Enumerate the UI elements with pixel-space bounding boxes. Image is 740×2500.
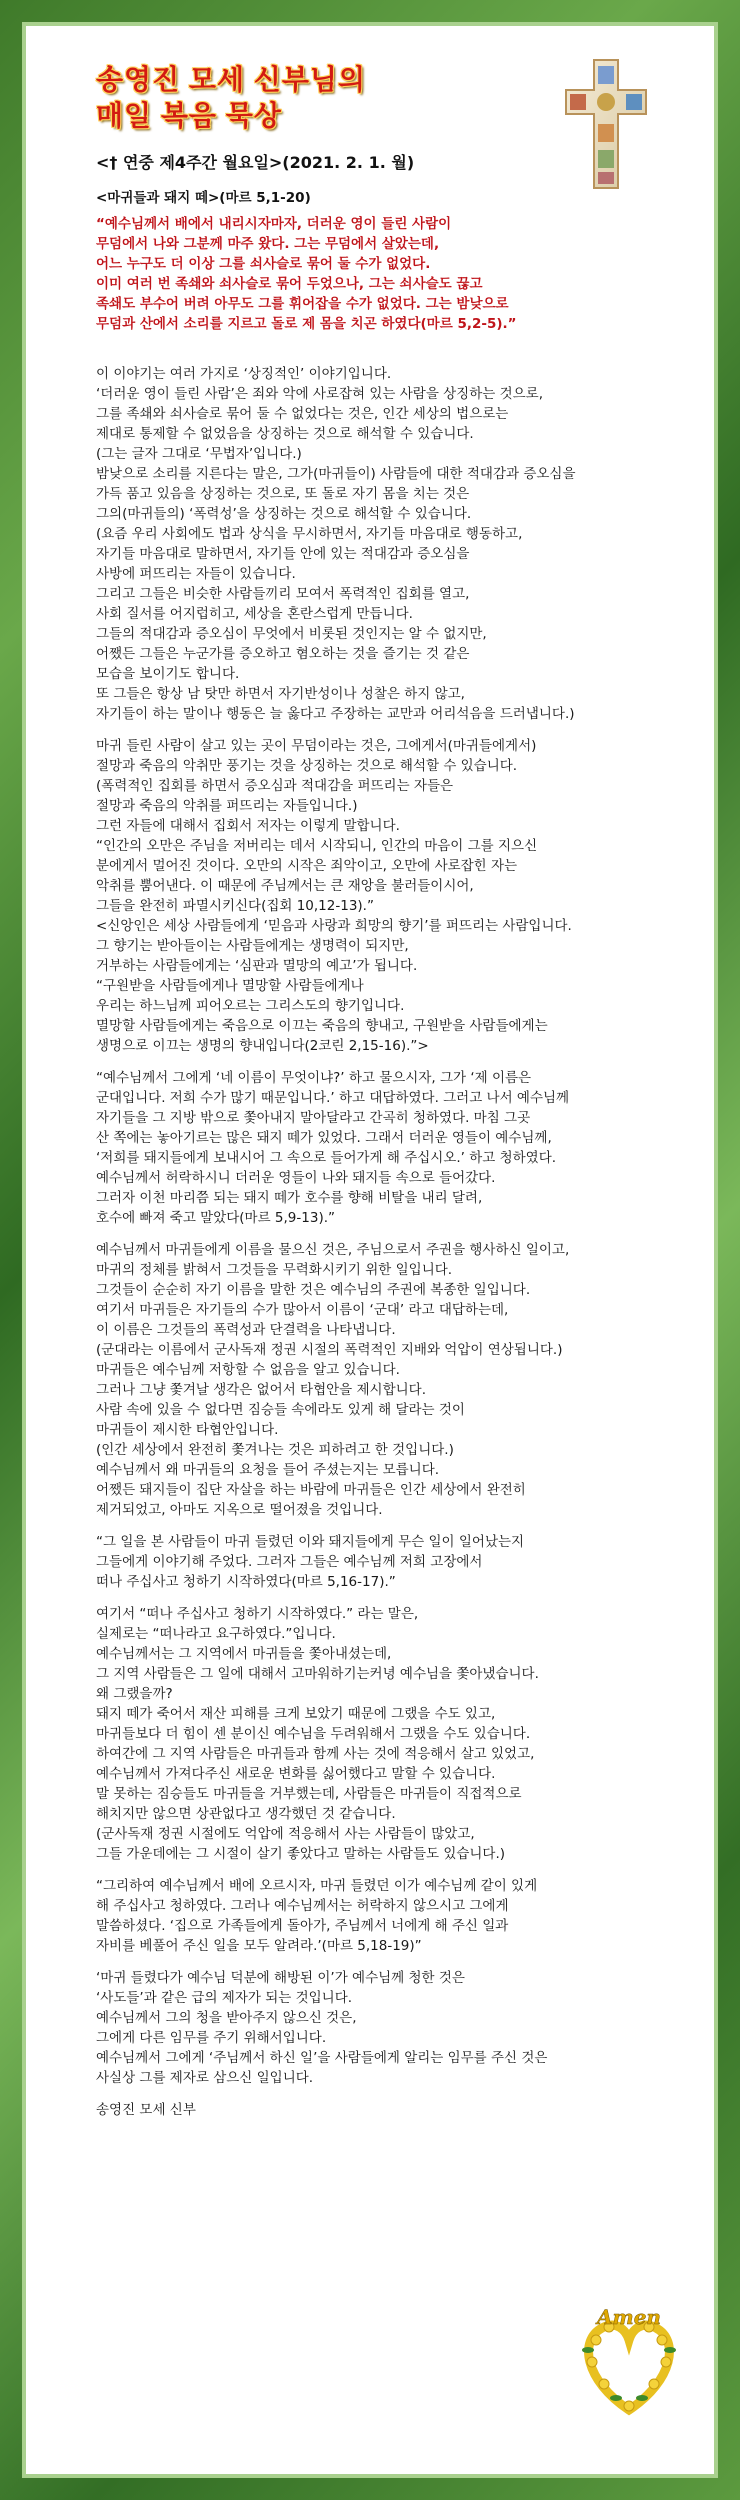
meditation-paragraph [96,1532,616,1592]
meditation-paragraph [96,1604,616,1864]
paragraph-line: 마귀 들린 사람이 살고 있는 곳이 무덤이라는 것은, 그에게서(마귀들에게서) [96,738,537,754]
paragraph-line: 예수님께서 가져다주신 새로운 변화를 싫어했다고 말할 수 있습니다. [96,1766,496,1782]
paragraph-line: 어쨌든 그들은 누군가를 증오하고 혐오하는 것을 즐기는 것 같은 [96,646,470,662]
paragraph-line: 군대입니다. 저희 수가 많기 때문입니다.’ 하고 대답하였다. 그러고 나서 예수님께 [96,1090,570,1106]
quote-line: 무덤에서 나와 그분께 마주 왔다. 그는 무덤에서 살았는데, [96,236,440,252]
paragraph-line: 예수님께서는 그 지역에서 마귀들을 쫓아내셨는데, [96,1646,392,1662]
meditation-paragraph [96,1968,616,2088]
paragraph-line: 멸망할 사람들에게는 죽음으로 이끄는 죽음의 향내고, 구원받을 사람들에게는 [96,1018,548,1034]
paragraph-line: 그리고 그들은 비슷한 사람들끼리 모여서 폭력적인 집회를 열고, [96,586,470,602]
paragraph-line: 말씀하셨다. ‘집으로 가족들에게 돌아가, 주님께서 너에게 해 주신 일과 [96,1918,509,1934]
page-title [96,62,366,134]
quote-line: 이미 여러 번 족쇄와 쇠사슬로 묶어 두었으나, 그는 쇠사슬도 끊고 [96,276,483,292]
paragraph-line: (요즘 우리 사회에도 법과 상식을 무시하면서, 자기들 마음대로 행동하고, [96,526,523,542]
paragraph-line: 자기들을 그 지방 밖으로 쫓아내지 말아달라고 간곡히 청하였다. 마침 그곳 [96,1110,531,1126]
paragraph-line: 절망과 죽음의 악취만 풍기는 것을 상징하는 것으로 해석할 수 있습니다. [96,758,518,774]
paragraph-line: 가득 품고 있음을 상징하는 것으로, 또 돌로 자기 몸을 치는 것은 [96,486,470,502]
paragraph-line: 사실상 그를 제자로 삼으신 일입니다. [96,2070,314,2086]
paragraph-line: 왜 그랬을까? [96,1686,173,1702]
paragraph-line: (그는 글자 그대로 ‘무법자’입니다.) [96,446,302,462]
paragraph-line: 마귀들은 예수님께 저항할 수 없음을 알고 있습니다. [96,1362,400,1378]
paragraph-line: 자비를 베풀어 주신 일을 모두 알려라.’(마르 5,18-19)” [96,1938,422,1954]
paragraph-line: 그 지역 사람들은 그 일에 대해서 고마워하기는커녕 예수님을 쫓아냈습니다. [96,1666,539,1682]
paragraph-line: (폭력적인 집회를 하면서 증오심과 적대감을 퍼뜨리는 자들은 [96,778,454,794]
paragraph-line: 그러나 그냥 쫓겨날 생각은 없어서 타협안을 제시합니다. [96,1382,426,1398]
paragraph-line: 호수에 빠져 죽고 말았다(마르 5,9-13).” [96,1210,335,1226]
paragraph-line: ‘더러운 영이 들린 사람’은 죄와 악에 사로잡혀 있는 사람을 상징하는 것으로, [96,386,544,402]
paragraph-line: 그들을 완전히 파멸시키신다(집회 10,12-13).” [96,898,374,914]
paragraph-line: 이 이야기는 여러 가지로 ‘상징적인’ 이야기입니다. [96,366,392,382]
paragraph-line: 제대로 통제할 수 없었음을 상징하는 것으로 해석할 수 있습니다. [96,426,474,442]
paragraph-line: 돼지 떼가 죽어서 재산 피해를 크게 보았기 때문에 그랬을 수도 있고, [96,1706,496,1722]
paragraph-line: “예수님께서 그에게 ‘네 이름이 무엇이냐?’ 하고 물으시자, 그가 ‘제 이름은 [96,1070,532,1086]
painted-cross-icon [560,54,652,194]
paragraph-line: 절망과 죽음의 악취를 퍼뜨리는 자들입니다.) [96,798,358,814]
paragraph-line: 모습을 보이기도 합니다. [96,666,240,682]
amen-flower-heart-icon [574,2300,684,2420]
meditation-paragraph [96,1240,616,1520]
paragraph-line: 생명으로 이끄는 생명의 향내입니다(2코린 2,15-16).”> [96,1038,429,1054]
paragraph-line: 어쨌든 돼지들이 집단 자살을 하는 바람에 마귀들은 인간 세상에서 완전히 [96,1482,526,1498]
paragraph-line: 그들 가운데에는 그 시절이 살기 좋았다고 말하는 사람들도 있습니다.) [96,1846,506,1862]
paragraph-line: 마귀들보다 더 힘이 센 분이신 예수님을 두려워해서 그랬을 수도 있습니다. [96,1726,531,1742]
paragraph-line: 이 이름은 그것들의 폭력성과 단결력을 나타냅니다. [96,1322,396,1338]
title-line-2: 매일 복음 묵상 [96,100,282,131]
paragraph-line: 자기들이 하는 말이나 행동은 늘 옳다고 주장하는 교만과 어리석음을 드러냅니다.) [96,706,575,722]
paragraph-line: 그들에게 이야기해 주었다. 그러자 그들은 예수님께 저희 고장에서 [96,1554,483,1570]
meditation-paragraph [96,364,616,724]
paragraph-line: 말 못하는 짐승들도 마귀들을 거부했는데, 사람들은 마귀들이 직접적으로 [96,1786,522,1802]
paragraph-line: ‘사도들’과 같은 급의 제자가 되는 것입니다. [96,1990,353,2006]
paragraph-line: 그 향기는 받아들이는 사람들에게는 생명력이 되지만, [96,938,409,954]
paragraph-line: 그것들이 순순히 자기 이름을 말한 것은 예수님의 주권에 복종한 일입니다. [96,1282,531,1298]
date-line: <† 연중 제4주간 월요일>(2021. 2. 1. 월) [96,153,415,172]
paragraph-line: 실제로는 “떠나라고 요구하였다.”입니다. [96,1626,336,1642]
paragraph-line: 또 그들은 항상 남 탓만 하면서 자기반성이나 성찰은 하지 않고, [96,686,465,702]
paragraph-line: 예수님께서 허락하시니 더러운 영들이 나와 돼지들 속으로 들어갔다. [96,1170,496,1186]
title-line-1: 송영진 모세 신부님의 [96,64,366,95]
paragraph-line: “그 일을 본 사람들이 마귀 들렸던 이와 돼지들에게 무슨 일이 일어났는지 [96,1534,525,1550]
meditation-body [96,364,616,2120]
paragraph-line: “그리하여 예수님께서 배에 오르시자, 마귀 들렸던 이가 예수님께 같이 있게 [96,1878,538,1894]
paragraph-line: 사람 속에 있을 수 없다면 짐승들 속에라도 있게 해 달라는 것이 [96,1402,465,1418]
quote-line: 무덤과 산에서 소리를 지르고 돌로 제 몸을 치곤 하였다(마르 5,2-5).” [96,316,517,332]
paragraph-line: “인간의 오만은 주님을 저버리는 데서 시작되니, 인간의 마음이 그를 지으신 [96,838,538,854]
reading-reference: <마귀들과 돼지 떼>(마르 5,1-20) [96,190,311,206]
paragraph-line: <신앙인은 세상 사람들에게 ‘믿음과 사랑과 희망의 향기’를 퍼뜨리는 사람입니다. [96,918,572,934]
quote-line: “예수님께서 배에서 내리시자마자, 더러운 영이 들린 사람이 [96,216,452,232]
paragraph-line: 하여간에 그 지역 사람들은 마귀들과 함께 사는 것에 적응해서 살고 있었고, [96,1746,535,1762]
paragraph-line: 자기들 마음대로 말하면서, 자기들 안에 있는 적대감과 증오심을 [96,546,470,562]
paragraph-line: 우리는 하느님께 피어오르는 그리스도의 향기입니다. [96,998,405,1014]
paragraph-line: (인간 세상에서 완전히 쫓겨나는 것은 피하려고 한 것입니다.) [96,1442,454,1458]
paragraph-line: 예수님께서 마귀들에게 이름을 물으신 것은, 주님으로서 주권을 행사하신 일이고, [96,1242,570,1258]
paragraph-line: 사회 질서를 어지럽히고, 세상을 혼란스럽게 만듭니다. [96,606,413,622]
paragraph-line: 마귀의 정체를 밝혀서 그것들을 무력화시키기 위한 일입니다. [96,1262,453,1278]
paragraph-line: 예수님께서 그의 청을 받아주지 않으신 것은, [96,2010,357,2026]
paragraph-line: 해 주십사고 청하였다. 그러나 예수님께서는 허락하지 않으시고 그에게 [96,1898,509,1914]
paragraph-line: ‘저희를 돼지들에게 보내시어 그 속으로 들어가게 해 주십시오.’ 하고 청하였다. [96,1150,557,1166]
paragraph-line: 그에게 다른 임무를 주기 위해서입니다. [96,2030,327,2046]
paragraph-line: 그의(마귀들의) ‘폭력성’을 상징하는 것으로 해석할 수 있습니다. [96,506,472,522]
gospel-quote [96,214,616,334]
paragraph-line: 밤낮으로 소리를 지른다는 말은, 그가(마귀들이) 사람들에 대한 적대감과 증오심을 [96,466,576,482]
paragraph-line: 예수님께서 왜 마귀들의 요청을 들어 주셨는지는 모릅니다. [96,1462,440,1478]
author-signature: 송영진 모세 신부 [96,2102,196,2118]
amen-text: Amen [597,2305,661,2329]
paragraph-line: 거부하는 사람들에게는 ‘심판과 멸망의 예고’가 됩니다. [96,958,418,974]
meditation-paragraph [96,1068,616,1228]
paragraph-line: 여기서 “떠나 주십사고 청하기 시작하였다.” 라는 말은, [96,1606,419,1622]
paragraph-line: 여기서 마귀들은 자기들의 수가 많아서 이름이 ‘군대’ 라고 대답하는데, [96,1302,509,1318]
paragraph-line: 사방에 퍼뜨리는 자들이 있습니다. [96,566,296,582]
paragraph-line: 그들의 적대감과 증오심이 무엇에서 비롯된 것인지는 알 수 없지만, [96,626,487,642]
paragraph-line: 산 쪽에는 놓아기르는 많은 돼지 떼가 있었다. 그래서 더러운 영들이 예수님께, [96,1130,552,1146]
paragraph-line: 마귀들이 제시한 타협안입니다. [96,1422,279,1438]
paragraph-line: 그를 족쇄와 쇠사슬로 묶어 둘 수 없었다는 것은, 인간 세상의 법으로는 [96,406,509,422]
paragraph-line: 분에게서 멀어진 것이다. 오만의 시작은 죄악이고, 오만에 사로잡힌 자는 [96,858,518,874]
paragraph-line: 그런 자들에 대해서 집회서 저자는 이렇게 말합니다. [96,818,400,834]
paragraph-line: ‘마귀 들렸다가 예수님 덕분에 해방된 이’가 예수님께 청한 것은 [96,1970,465,1986]
paragraph-line: 예수님께서 그에게 ‘주님께서 하신 일’을 사람들에게 알리는 임무를 주신 것은 [96,2050,548,2066]
paragraph-line: “구원받을 사람들에게나 멸망할 사람들에게나 [96,978,364,994]
paragraph-line: 악취를 뿜어낸다. 이 때문에 주님께서는 큰 재앙을 불러들이시어, [96,878,474,894]
paragraph-line: 해치지만 않으면 상관없다고 생각했던 것 같습니다. [96,1806,396,1822]
meditation-paragraph [96,1876,616,1956]
paragraph-line: 제거되었고, 아마도 지옥으로 떨어졌을 것입니다. [96,1502,383,1518]
paragraph-line: 떠나 주십사고 청하기 시작하였다(마르 5,16-17).” [96,1574,396,1590]
meditation-paragraph [96,736,616,1056]
quote-line: 어느 누구도 더 이상 그를 쇠사슬로 묶어 둘 수가 없었다. [96,256,431,272]
paragraph-line: 그러자 이천 마리쯤 되는 돼지 떼가 호수를 향해 비탈을 내리 달려, [96,1190,483,1206]
quote-line: 족쇄도 부수어 버려 아무도 그를 휘어잡을 수가 없었다. 그는 밤낮으로 [96,296,509,312]
paragraph-line: (군대라는 이름에서 군사독재 정권 시절의 폭력적인 지배와 억압이 연상됩니다.) [96,1342,563,1358]
paragraph-line: (군사독재 정권 시절에도 억압에 적응해서 사는 사람들이 많았고, [96,1826,475,1842]
